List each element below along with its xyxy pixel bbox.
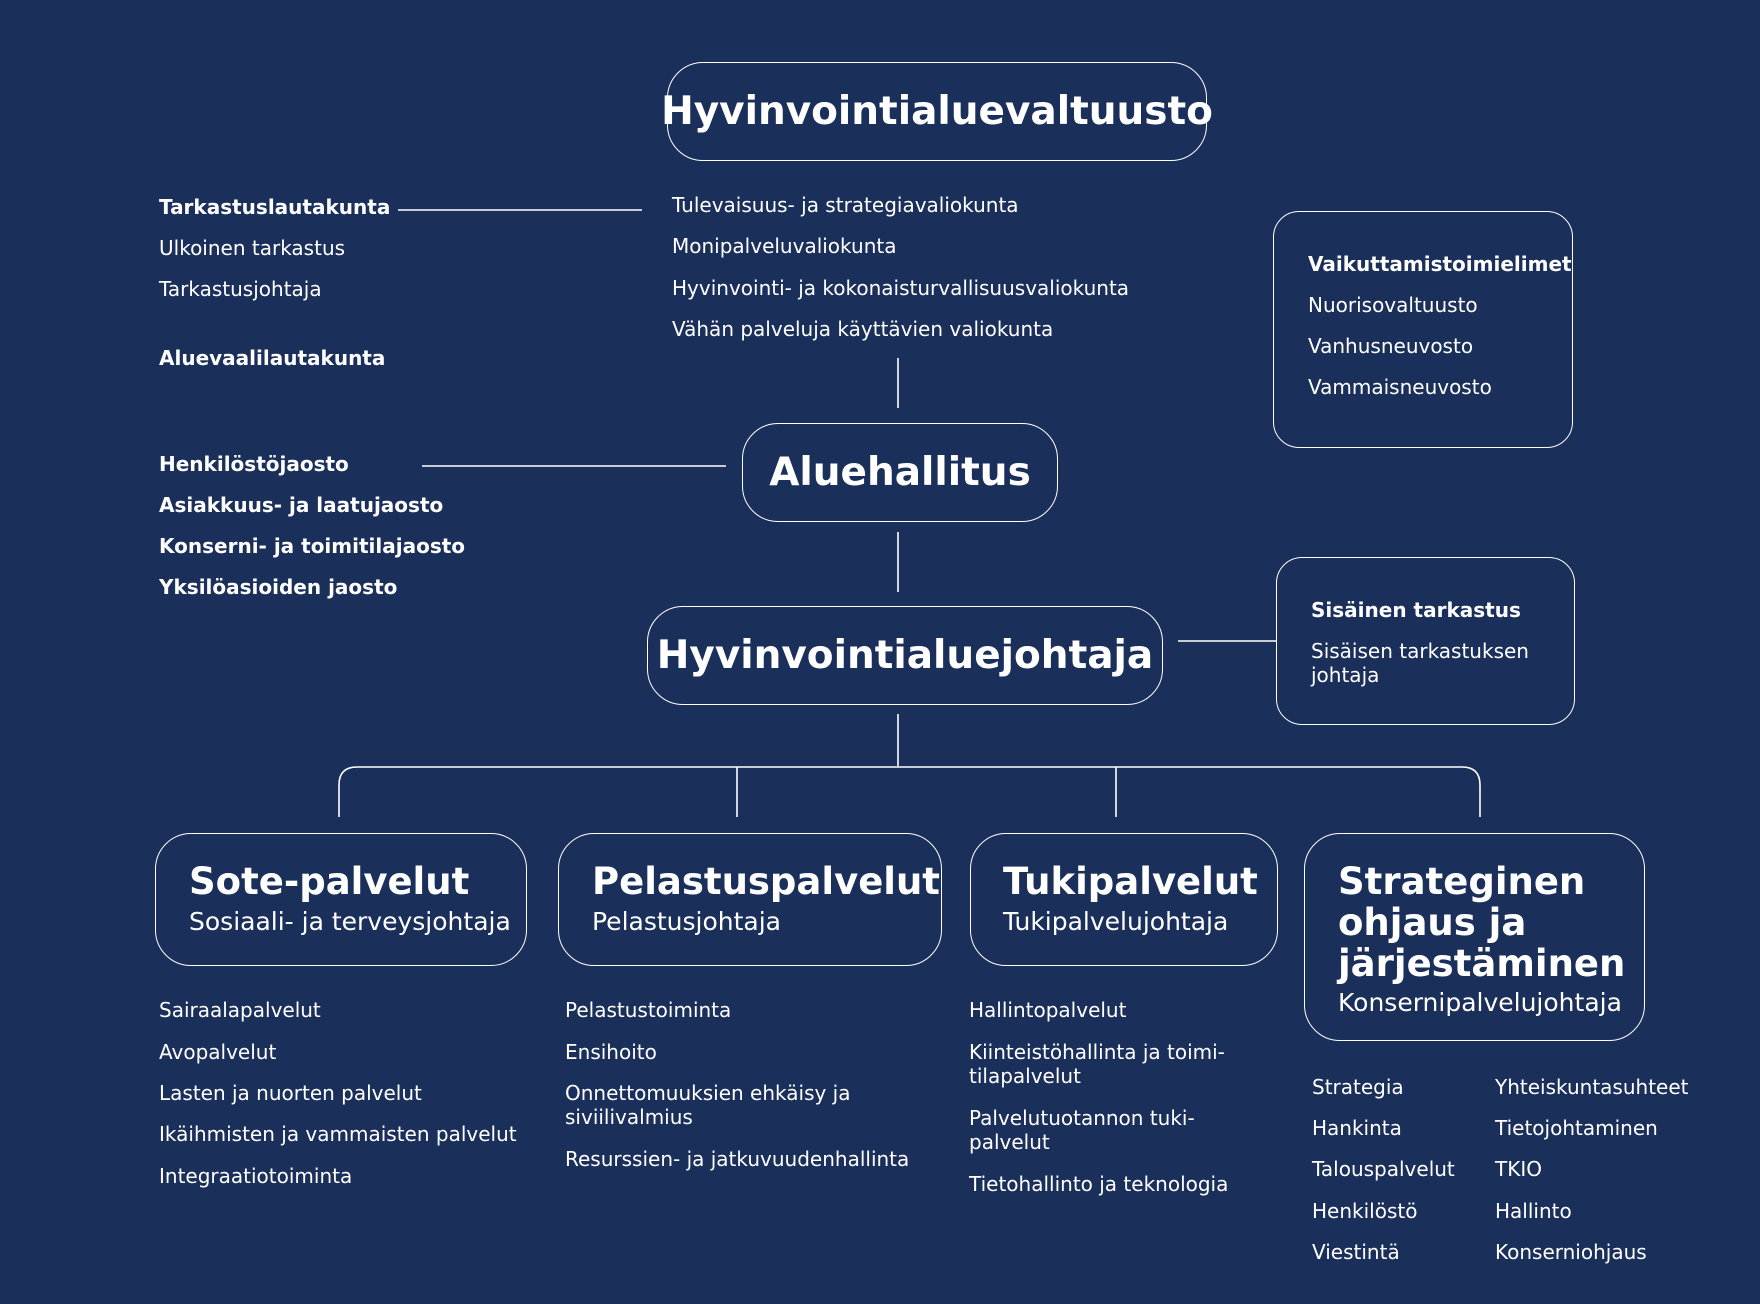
service-item: Resurssien- ja jatkuvuudenhallinta xyxy=(565,1147,910,1171)
regional-board-title: Aluehallitus xyxy=(769,450,1031,495)
committee-item: Monipalveluvaliokunta xyxy=(672,234,897,258)
service-title: Tukipalvelut xyxy=(1003,860,1258,903)
director-box xyxy=(647,606,1163,705)
board-section-item: Asiakkuus- ja laatujaosto xyxy=(159,493,444,517)
service-item: Tietojohtaminen xyxy=(1495,1116,1658,1140)
service-item: Ensihoito xyxy=(565,1040,657,1064)
service-lead: Konsernipalvelujohtaja xyxy=(1338,988,1622,1017)
service-item: Avopalvelut xyxy=(159,1040,277,1064)
internal-audit-title: Sisäinen tarkastus xyxy=(1311,598,1521,622)
service-item: Talouspalvelut xyxy=(1312,1157,1455,1181)
service-item: Hallinto xyxy=(1495,1199,1572,1223)
audit-item: Tarkastusjohtaja xyxy=(159,277,322,301)
service-item: Integraatiotoiminta xyxy=(159,1164,353,1188)
service-item: Onnettomuuksien ehkäisy ja siviilivalmius xyxy=(565,1081,851,1129)
service-lead: Tukipalvelujohtaja xyxy=(1003,907,1229,936)
influence-body-item: Nuorisovaltuusto xyxy=(1308,293,1478,317)
influence-body-item: Vammaisneuvosto xyxy=(1308,375,1492,399)
service-item: Ikäihmisten ja vammaisten palvelut xyxy=(159,1122,517,1146)
election-board: Aluevaalilautakunta xyxy=(159,346,386,370)
service-item: Yhteiskuntasuhteet xyxy=(1495,1075,1689,1099)
regional-board-box xyxy=(742,423,1058,522)
audit-item: Ulkoinen tarkastus xyxy=(159,236,346,260)
service-item: Hankinta xyxy=(1312,1116,1402,1140)
committee-item: Vähän palveluja käyttävien valiokunta xyxy=(672,317,1054,341)
service-item: Palvelutuotannon tuki-palvelut xyxy=(969,1106,1195,1154)
service-item: Henkilöstö xyxy=(1312,1199,1418,1223)
board-section-item: Konserni- ja toimitilajaosto xyxy=(159,534,466,558)
service-item: Hallintopalvelut xyxy=(969,998,1127,1022)
influence-bodies-title: Vaikuttamistoimielimet xyxy=(1308,252,1572,276)
service-item: Viestintä xyxy=(1312,1240,1400,1264)
influence-body-item: Vanhusneuvosto xyxy=(1308,334,1474,358)
internal-audit-subtitle: Sisäisen tarkastuksen johtaja xyxy=(1311,639,1529,687)
service-item: Lasten ja nuorten palvelut xyxy=(159,1081,422,1105)
audit-board-title: Tarkastuslautakunta xyxy=(159,195,391,219)
service-item: Konserniohjaus xyxy=(1495,1240,1647,1264)
service-title: Strateginen ohjaus ja järjestäminen xyxy=(1338,860,1626,985)
board-section-item: Yksilöasioiden jaosto xyxy=(159,575,398,599)
committee-item: Tulevaisuus- ja strategiavaliokunta xyxy=(672,193,1019,217)
service-item: Pelastustoiminta xyxy=(565,998,732,1022)
service-item: Strategia xyxy=(1312,1075,1404,1099)
director-title: Hyvinvointialuejohtaja xyxy=(656,633,1154,678)
service-lead: Pelastusjohtaja xyxy=(592,907,782,936)
board-section-item: Henkilöstöjaosto xyxy=(159,452,349,476)
service-item: Kiinteistöhallinta ja toimi-tilapalvelut xyxy=(969,1040,1225,1088)
service-item: TKIO xyxy=(1495,1157,1542,1181)
service-item: Tietohallinto ja teknologia xyxy=(969,1172,1229,1196)
council-box xyxy=(661,62,1213,161)
service-title: Pelastuspalvelut xyxy=(592,860,940,903)
influence-bodies-box xyxy=(1273,211,1573,448)
service-lead: Sosiaali- ja terveysjohtaja xyxy=(189,907,511,936)
service-item: Sairaalapalvelut xyxy=(159,998,321,1022)
service-title: Sote-palvelut xyxy=(189,860,470,903)
council-title: Hyvinvointialuevaltuusto xyxy=(661,89,1213,134)
committee-item: Hyvinvointi- ja kokonaisturvallisuusvaliokunta xyxy=(672,276,1130,300)
